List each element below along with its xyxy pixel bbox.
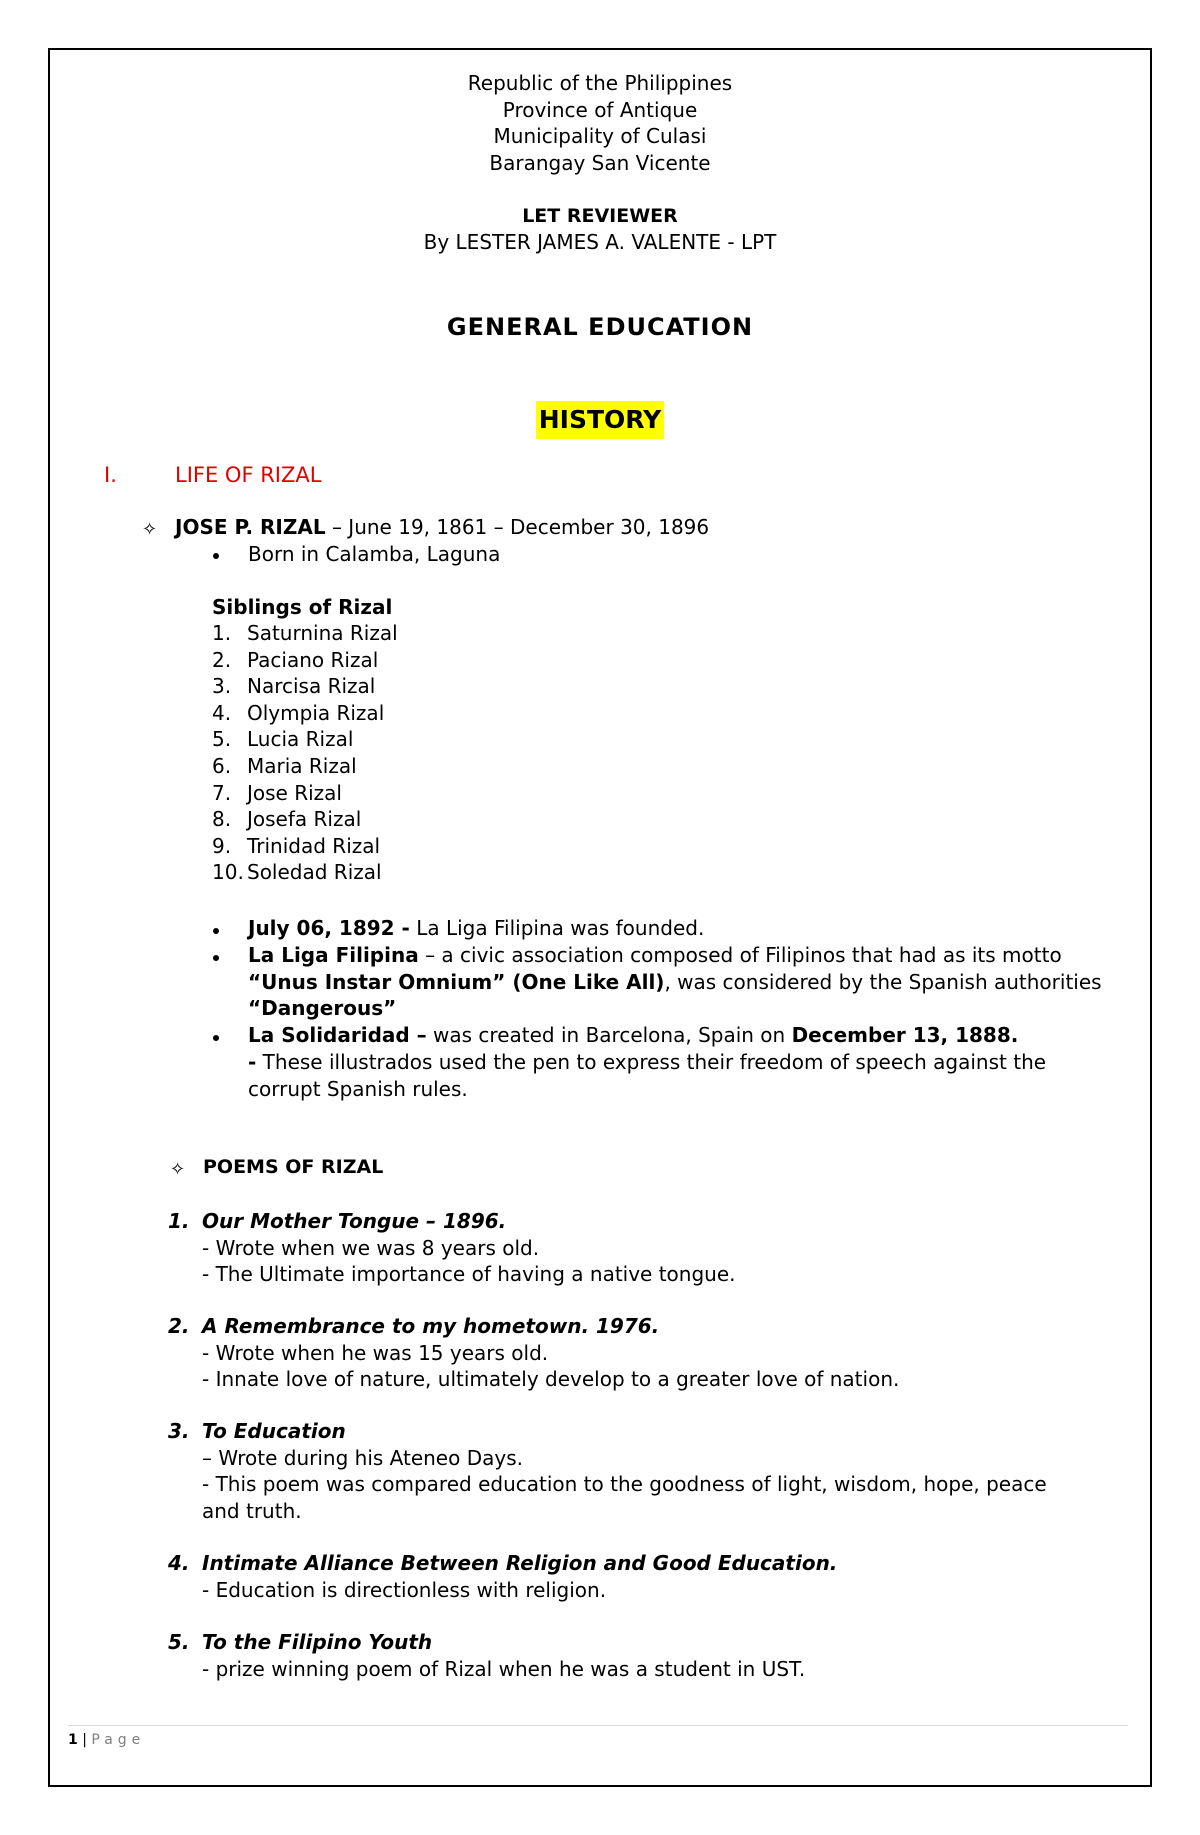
- section-title: LIFE OF RIZAL: [175, 463, 322, 487]
- sibling-name: Josefa Rizal: [247, 807, 362, 832]
- author-line: By LESTER JAMES A. VALENTE - LPT: [423, 230, 777, 254]
- sibling-name: Narcisa Rizal: [247, 674, 376, 699]
- reviewer-title: LET REVIEWER: [522, 205, 678, 227]
- sibling-number: 10.: [212, 860, 244, 885]
- fact-solidaridad: [248, 1022, 1018, 1049]
- document-page: [48, 48, 1152, 1787]
- poem-title: A Remembrance to my hometown. 1976.: [202, 1314, 660, 1338]
- rizal-dates: – June 19, 1861 – December 30, 1896: [325, 515, 710, 539]
- bullet-icon: [213, 928, 219, 934]
- rizal-name: JOSE P. RIZAL: [175, 515, 326, 539]
- poem-detail: - prize winning poem of Rizal when he was a student in UST.: [202, 1656, 806, 1681]
- sibling-name: Saturnina Rizal: [247, 621, 398, 645]
- sibling-name: Maria Rizal: [247, 754, 357, 778]
- fact-text: These illustrados used the pen to express their freedom of speech against the: [256, 1050, 1047, 1074]
- fact-liga-description: [248, 942, 1062, 969]
- sibling-number: 9.: [212, 833, 232, 858]
- subject-heading: HISTORY: [536, 401, 665, 439]
- fact-term: La Liga Filipina: [248, 943, 419, 967]
- header-republic: Republic of the Philippines: [467, 71, 733, 95]
- fact-date: December 13, 1888.: [791, 1023, 1019, 1047]
- fact-text: was created in Barcelona, Spain on: [426, 1023, 792, 1047]
- sibling-number: 1.: [212, 621, 232, 645]
- poem-title: Our Mother Tongue – 1896.: [202, 1209, 507, 1233]
- footer-divider: [68, 1725, 1128, 1726]
- sibling-name: Paciano Rizal: [247, 647, 379, 672]
- fact-term: La Solidaridad –: [248, 1023, 427, 1047]
- section-numeral: I.: [104, 463, 117, 487]
- header-barangay: Barangay San Vicente: [489, 151, 711, 175]
- siblings-heading: Siblings of Rizal: [212, 595, 393, 619]
- fact-text: La Liga Filipina was founded.: [409, 916, 705, 940]
- page-label: Page: [91, 1732, 146, 1748]
- poem-detail: - Education is directionless with religion.: [202, 1577, 607, 1602]
- poem-detail: and truth.: [202, 1498, 302, 1523]
- fact-text: , was considered by the Spanish authorities: [664, 970, 1102, 994]
- sibling-number: 4.: [212, 700, 232, 725]
- header-province: Province of Antique: [502, 98, 698, 122]
- fact-liga-founded: [248, 915, 704, 942]
- page-footer: [68, 1732, 145, 1748]
- poem-number: 3.: [168, 1419, 190, 1443]
- main-title: GENERAL EDUCATION: [446, 313, 754, 341]
- poem-title: To the Filipino Youth: [202, 1630, 433, 1654]
- poem-title: To Education: [202, 1419, 346, 1443]
- sibling-number: 8.: [212, 807, 232, 832]
- fact-illustrados: [248, 1049, 1046, 1076]
- poem-detail: - The Ultimate importance of having a native tongue.: [202, 1262, 736, 1287]
- fact-dangerous: “Dangerous”: [248, 996, 397, 1020]
- sibling-number: 5.: [212, 727, 232, 752]
- fact-liga-motto-line: [248, 969, 1102, 996]
- poem-detail: - Innate love of nature, ultimately develop to a greater love of nation.: [202, 1367, 900, 1392]
- bullet-icon: [213, 553, 219, 559]
- poem-number: 1.: [168, 1209, 190, 1233]
- sibling-number: 3.: [212, 674, 232, 699]
- poem-detail: – Wrote during his Ateneo Days.: [202, 1445, 523, 1470]
- sibling-number: 6.: [212, 754, 232, 778]
- poem-detail: - Wrote when we was 8 years old.: [202, 1235, 540, 1260]
- page-number: 1: [68, 1732, 78, 1748]
- rizal-line: [175, 514, 709, 541]
- fact-date: July 06, 1892 -: [248, 916, 410, 940]
- header-municipality: Municipality of Culasi: [493, 124, 707, 148]
- poem-number: 5.: [168, 1630, 190, 1654]
- poems-heading: POEMS OF RIZAL: [203, 1156, 384, 1178]
- rizal-birthplace: Born in Calamba, Laguna: [248, 542, 501, 566]
- sibling-name: Olympia Rizal: [247, 700, 385, 725]
- poem-number: 2.: [168, 1314, 190, 1338]
- sibling-name: Trinidad Rizal: [247, 833, 381, 858]
- poem-title: Intimate Alliance Between Religion and Good Education.: [202, 1551, 838, 1575]
- fact-corrupt-rules: corrupt Spanish rules.: [248, 1077, 468, 1101]
- bullet-icon: [213, 1035, 219, 1041]
- sibling-name: Lucia Rizal: [247, 727, 354, 752]
- bullet-icon: [213, 955, 219, 961]
- fact-text: – a civic association composed of Filipinos that had as its motto: [418, 943, 1062, 967]
- diamond-bullet-icon: ✧: [142, 519, 158, 540]
- sibling-name: Jose Rizal: [247, 780, 342, 805]
- fact-dash: -: [248, 1050, 257, 1074]
- diamond-bullet-icon: ✧: [170, 1159, 186, 1180]
- footer-separator: |: [77, 1732, 92, 1748]
- poem-number: 4.: [168, 1551, 190, 1575]
- subject-wrapper: [48, 401, 1152, 439]
- sibling-number: 2.: [212, 647, 232, 672]
- fact-motto: “Unus Instar Omnium” (One Like All): [248, 970, 665, 994]
- sibling-number: 7.: [212, 780, 232, 805]
- poem-detail: - Wrote when he was 15 years old.: [202, 1340, 549, 1365]
- sibling-name: Soledad Rizal: [247, 860, 382, 885]
- poem-detail: - This poem was compared education to the goodness of light, wisdom, hope, peace: [202, 1472, 1047, 1497]
